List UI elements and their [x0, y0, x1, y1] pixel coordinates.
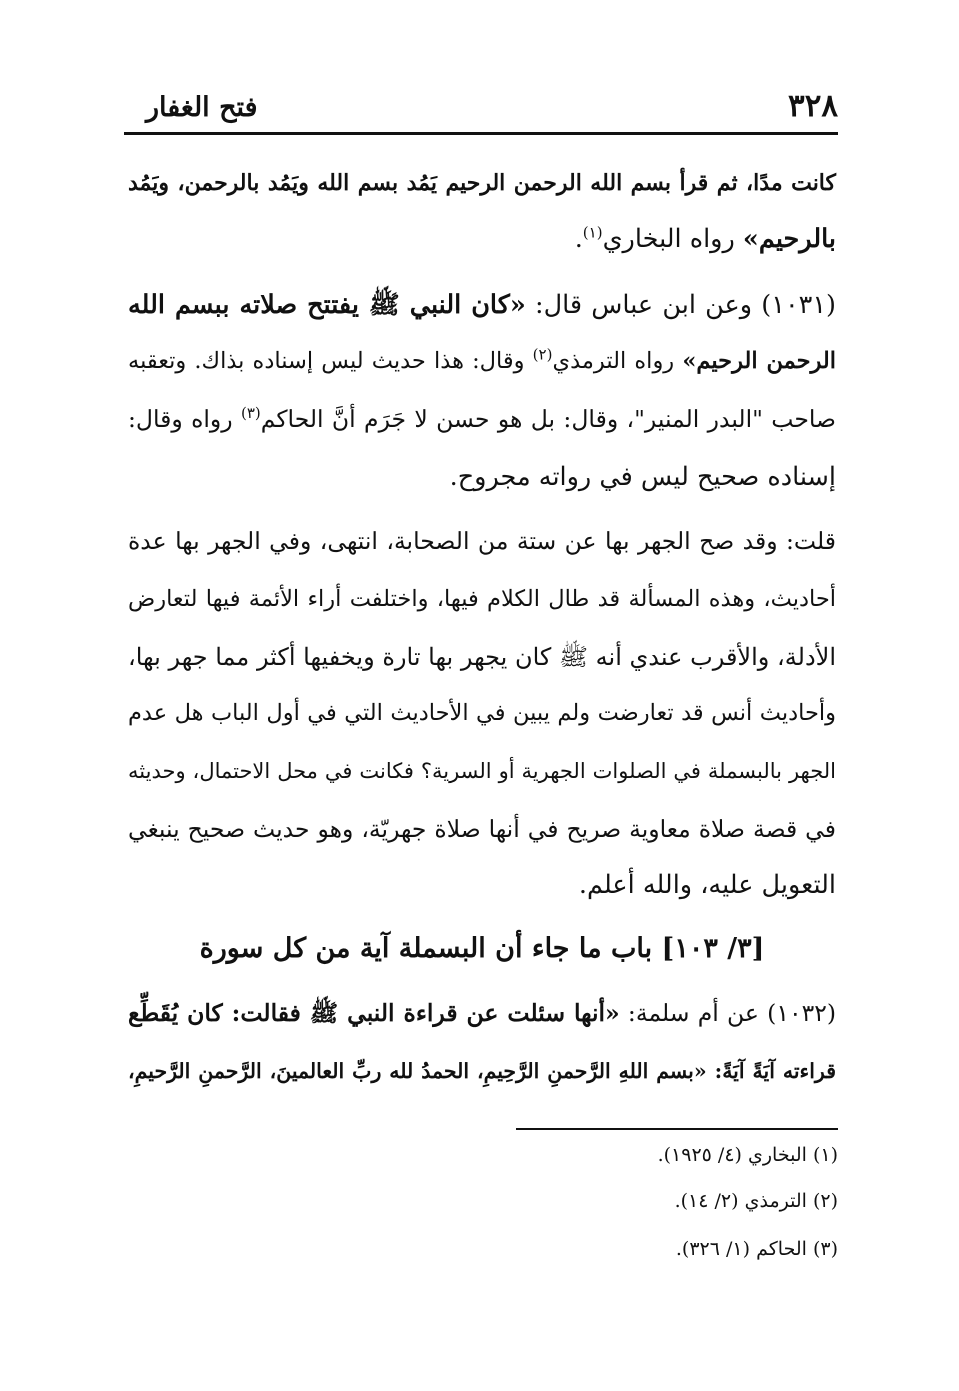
- body-line: الأدلة، والأقرب عندي أنه ﷺ كان يجهر بها تارة ويخفيها أكثر مما جهر بها،: [128, 643, 836, 671]
- body-line: صاحب "البدر المنير"، وقال: بل هو حسن لا جَرَم أنَّ الحاكم$^{(٣)}$ رواه وقال:: [128, 404, 836, 433]
- body-line: (١٠٣٢) عن أم سلمة: «أنها سئلت عن قراءة النبي ﷺ فقالت: كان يُقَطِّع: [128, 999, 836, 1027]
- body-line: وأحاديث أنس قد تعارضت ولم يبين في الأحاديث التي في أول الباب هل عدم: [128, 700, 836, 726]
- page-number: ٣٢٨: [788, 88, 838, 124]
- body-line: إسناده صحيح ليس في رواته مجروح.: [449, 462, 836, 492]
- body-line: الجهر بالبسملة في الصلوات الجهرية أو السرية؟ فكانت في محل الاحتمال، وحديثه: [128, 759, 836, 783]
- hadith-number: (١٠٣٢): [767, 999, 836, 1027]
- page-header: [124, 86, 838, 132]
- footnote-ref[interactable]: (٣): [240, 404, 261, 423]
- footnote-rule: [516, 1128, 838, 1130]
- footnote-3: (٣) الحاكم (١/ ٣٢٦).: [675, 1238, 838, 1260]
- running-title: فتح الغفار: [146, 92, 258, 123]
- body-line: كانت مدًا، ثم قرأ بسم الله الرحمن الرحيم يَمُد بسم الله ويَمُد بالرحمن، ويَمُد: [128, 170, 836, 196]
- body-line: (١٠٣١) وعن ابن عباس قال: «كان النبي ﷺ يفتتح صلاته ببسم الله: [128, 290, 836, 320]
- hadith-number: (١٠٣١): [761, 290, 836, 320]
- body-line: بالرحيم» رواه البخاري$^{(١)}$.: [574, 223, 836, 254]
- chapter-heading: [٣/ ١٠٣] باب ما جاء أن البسملة آية من كل سورة: [199, 933, 765, 964]
- footnote-ref[interactable]: (١): [582, 223, 603, 242]
- header-rule: [124, 132, 838, 135]
- body-line: في قصة صلاة معاوية صريح في أنها صلاة جهريّة، وهو حديث صحيح ينبغي: [128, 815, 836, 843]
- footnote-1: (١) البخاري (٤/ ١٩٢٥).: [657, 1144, 838, 1166]
- body-line: قلت: وقد صح الجهر بها عن ستة من الصحابة، انتهى، وفي الجهر بها عدة: [128, 527, 836, 555]
- body-line: التعويل عليه، والله أعلم.: [578, 870, 836, 900]
- footnote-ref[interactable]: (٢): [532, 345, 553, 364]
- body-line: قراءته آيَةً آيَةً: «بسم اللهِ الرَّحمنِ الرَّحِيمِ، الحمدُ لله ربِّ العالمينَ، الرَّحمنِ الرَّحيمِ،: [128, 1059, 836, 1083]
- body-line: الرحمن الرحيم» رواه الترمذي$^{(٢)}$ وقال: هذا حديث ليس إسناده بذاك. وتعقبه: [128, 345, 837, 374]
- body-line: أحاديث، وهذه المسألة قد طال الكلام فيها، واختلفت أراء الأئمة فيها لتعارض: [128, 586, 836, 612]
- footnote-2: (٢) الترمذي (٢/ ١٤).: [674, 1190, 838, 1212]
